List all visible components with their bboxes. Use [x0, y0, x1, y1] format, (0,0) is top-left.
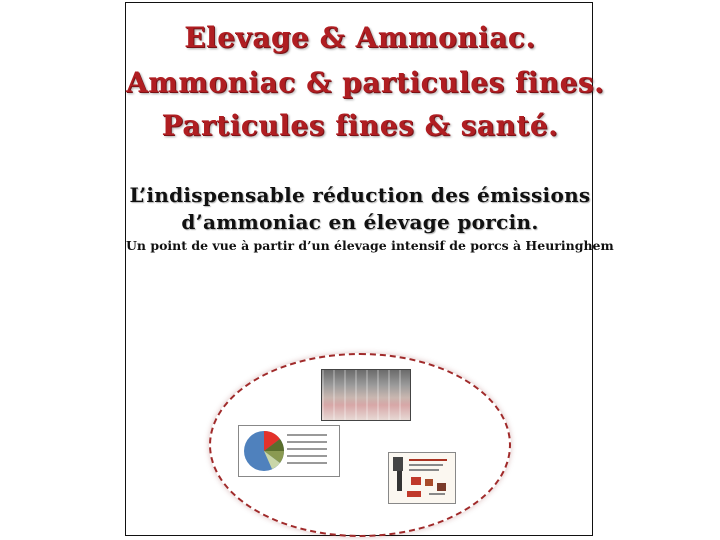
pie-chart-thumbnail	[238, 425, 340, 477]
legend-line	[287, 448, 327, 450]
legend-line	[287, 434, 327, 436]
legend-line	[287, 441, 327, 443]
pig-barn-photo	[321, 369, 411, 421]
title-line-3: Particules fines & santé.	[161, 109, 559, 142]
legend-line	[287, 455, 327, 457]
title-line-2: Ammoniac & particules fines.	[126, 66, 605, 99]
subtitle-line-1: L’indispensable réduction des émissions	[129, 183, 591, 207]
pie-chart-icon	[242, 429, 286, 473]
subtitle-line-2: d’ammoniac en élevage porcin.	[181, 210, 539, 234]
legend-line	[287, 462, 327, 464]
document-page	[125, 2, 614, 536]
infographic-icon	[389, 453, 455, 503]
title-line-1: Elevage & Ammoniac.	[184, 21, 536, 54]
subtitle-line-3: Un point de vue à partir d’un élevage intensif de porcs à Heuringhem	[126, 238, 614, 253]
infographic-thumbnail	[388, 452, 456, 504]
